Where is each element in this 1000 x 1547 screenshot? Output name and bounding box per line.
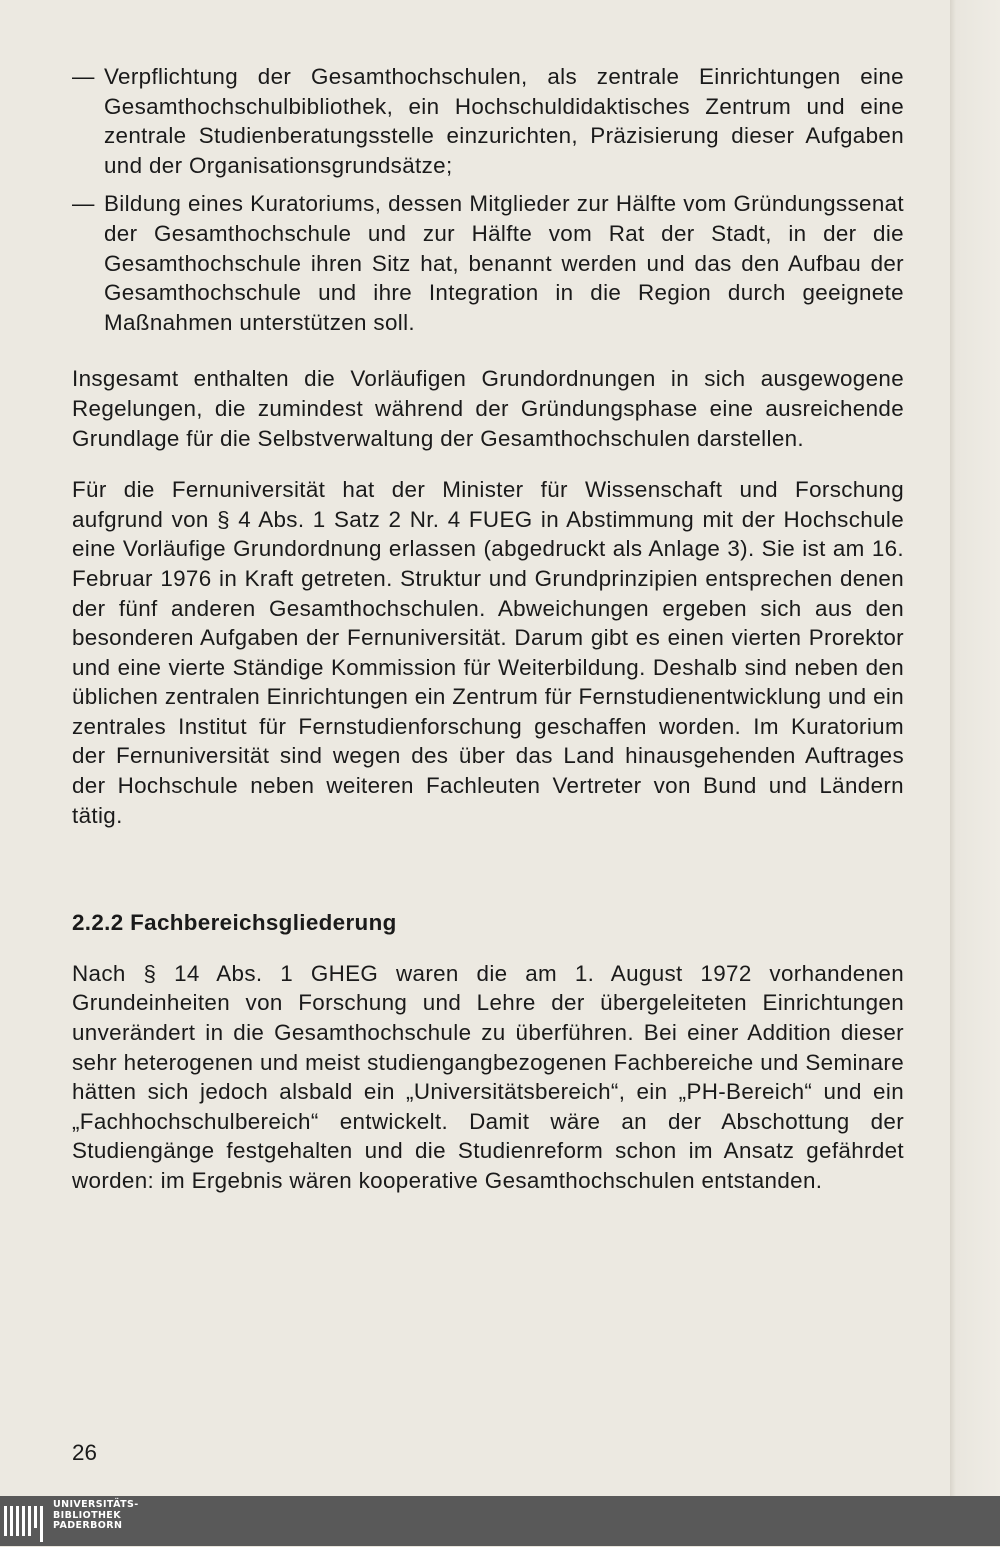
footer-library-name <box>53 1500 139 1532</box>
section-heading: 2.2.2 Fachbereichsgliederung <box>72 910 397 936</box>
bullet-text: Bildung eines Kuratoriums, dessen Mitglieder zur Hälfte vom Gründungssenat der Gesamthochschule und zur Hälfte vom Rat der Stadt, in der die Gesamthochschule ihren Sitz hat, benannt werden und das den Aufbau der Gesamthochschule und ihre Integration in die Region durch geeignete Maßnahmen unterstützen soll. <box>104 191 904 335</box>
library-bars-icon <box>4 1502 44 1547</box>
bullet-dash: — <box>72 191 95 217</box>
page-number: 26 <box>72 1440 97 1465</box>
footer-line: PADERBORN <box>53 1520 123 1532</box>
page-edge-shadow <box>950 0 1000 1496</box>
footer-line: UNIVERSITÄTS- <box>53 1499 139 1510</box>
paragraph-fachbereichsgliederung: Nach § 14 Abs. 1 GHEG waren die am 1. August 1972 vorhandenen Grundeinheiten von Forschung und Lehre der übergeleiteten Einrichtungen unverändert in die Gesamthochschule zu überführen. Bei einer Addition dieser sehr heterogenen und meist studiengangbezogenen Fachbereiche und Seminare hätten sich jedoch alsbald ein „Universitätsbereich“, ein „PH-Bereich“ und ein „Fachhochschulbereich“ entwickelt. Damit wäre an der Abschottung der Studiengänge festgehalten und die Studienreform schon im Ansatz gefährdet worden: im Ergebnis wären kooperative Gesamthochschulen entstanden. <box>72 960 904 1193</box>
paragraph-fernuniversitaet: Für die Fernuniversität hat der Minister für Wissenschaft und Forschung aufgrund von § 4 Abs. 1 Satz 2 Nr. 4 FUEG in Abstimmung mit der Hochschule eine Vorläufige Grundordnung erlassen (abgedruckt als Anlage 3). Sie ist am 16. Februar 1976 in Kraft getreten. Struktur und Grundprinzipien entsprechen denen der fünf anderen Gesamthochschulen. Abweichungen ergeben sich aus den besonderen Aufgaben der Fernuniversität. Darum gibt es einen vierten Prorektor und eine vierte Ständige Kommission für Weiterbildung. Deshalb sind neben den üblichen zentralen Einrichtungen ein Zentrum für Fernstudienentwicklung und ein zentrales Institut für Fernstudienforschung geschaffen worden. Im Kuratorium der Fernuniversität sind wegen des über das Land hinausgehenden Auftrages der Hochschule neben weiteren Fachleuten Vertreter von Bund und Ländern tätig. <box>72 477 904 828</box>
page-content <box>72 62 904 1196</box>
footer-line: BIBLIOTHEK <box>53 1509 121 1521</box>
bullet-item <box>72 189 904 337</box>
paragraph-summary: Insgesamt enthalten die Vorläufigen Grundordnungen in sich ausgewogene Regelungen, die zumindest während der Gründungsphase eine ausreichende Grundlage für die Selbstverwaltung der Gesamthochschulen darstellen. <box>72 366 904 451</box>
bullet-item <box>72 62 904 180</box>
bullet-dash: — <box>72 64 95 89</box>
bullet-text: Verpflichtung der Gesamthochschulen, als zentrale Einrichtungen eine Gesamthochschulbibliothek, ein Hochschuldidaktisches Zentrum und eine zentrale Studienberatungsstelle einzurichten, Präzisierung dieser Aufgaben und der Organisationsgrundsätze; <box>104 64 904 178</box>
footer-bar <box>0 1496 1000 1546</box>
